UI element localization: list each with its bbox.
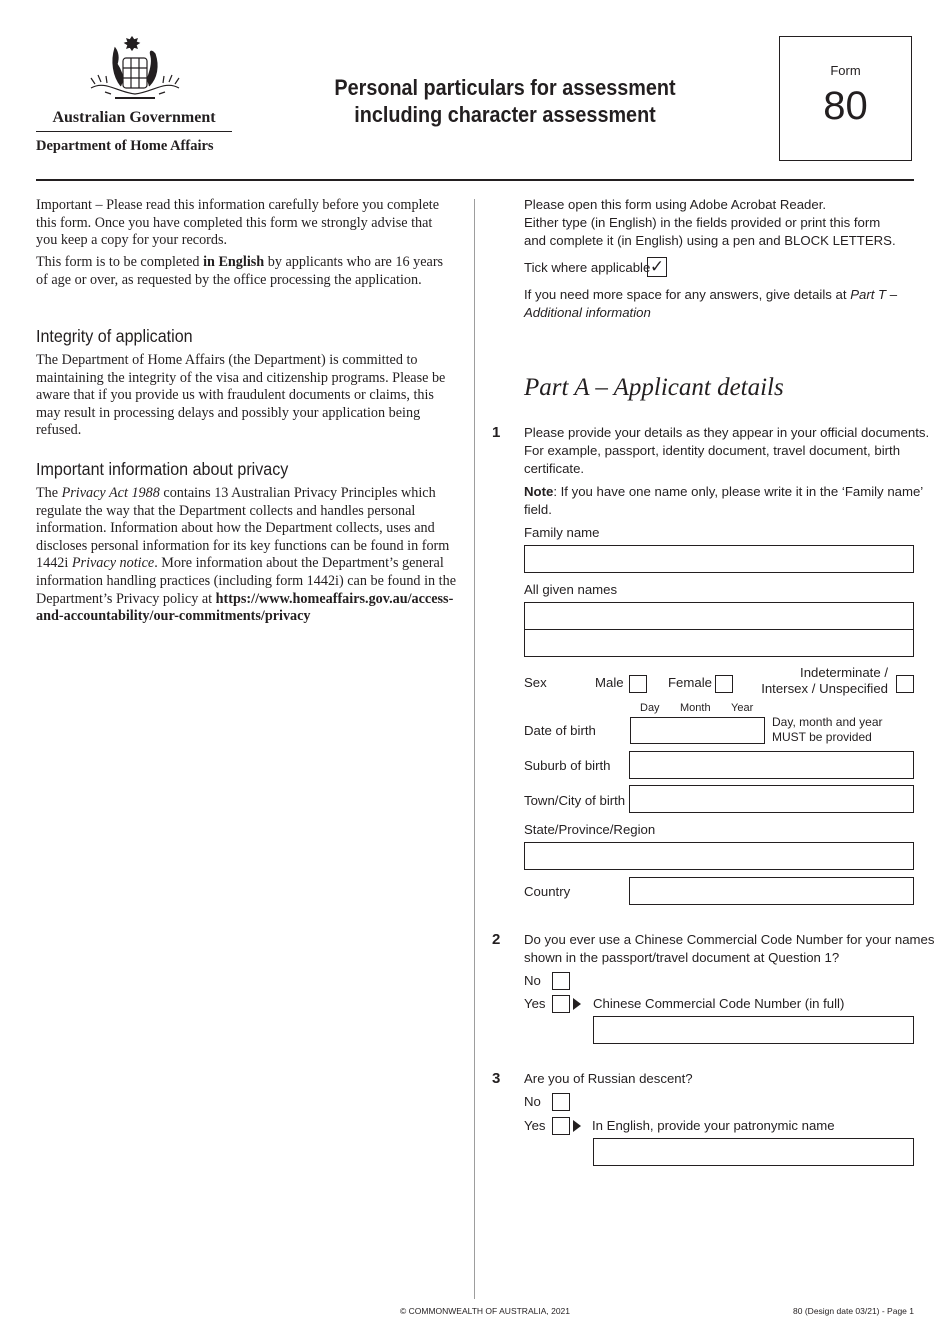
instruction-line1: Please open this form using Adobe Acrobat Reader. [524,197,827,212]
form-title [312,74,699,128]
copyright-footer: © COMMONWEALTH OF AUSTRALIA, 2021 [400,1306,570,1316]
tick-example-checkbox: ✓ [647,257,667,277]
tick-instruction-label: Tick where applicable [524,260,651,275]
indeterminate-label [760,665,888,697]
part-t-reference: Part T – [850,287,898,302]
form-title-line1: Personal particulars for assessment [334,75,676,100]
arrow-right-icon [573,1120,581,1132]
privacy-act-name: Privacy Act 1988 [61,485,160,501]
question-3-no-checkbox[interactable] [552,1093,570,1111]
privacy-text-2: contains 13 Australian Privacy Principles which regulate the way that the Department collects and handles personal information. Information about how the Department collects, uses and discloses personal information for its key functions can be found in form 1442i [36,485,450,572]
dob-note-line2: MUST be provided [772,730,872,744]
indeterminate-checkbox[interactable] [896,675,914,693]
given-names-input-line2[interactable] [524,629,914,657]
question-1-line3: certificate. [524,461,585,476]
country-input[interactable] [629,877,914,905]
header-rule [36,179,914,181]
english-text-a: This form is to be completed [36,254,204,270]
additional-info-reference: Additional information [524,305,651,320]
coat-of-arms-logo [85,36,185,106]
english-text-bold: in English [203,254,265,270]
question-2-text [524,931,934,967]
privacy-text-1: The [36,485,62,501]
question-3-yes-label: Yes [524,1118,546,1133]
question-3-number: 3 [492,1070,501,1087]
question-2-no-checkbox[interactable] [552,972,570,990]
given-names-input-line1[interactable] [524,602,914,630]
english-requirement-paragraph [36,254,456,289]
state-label: State/Province/Region [524,822,656,837]
indeterminate-label-line2: Intersex / Unspecified [761,681,888,696]
instruction-line2: Either type (in English) in the fields provided or print this form [524,215,881,230]
indeterminate-label-line1: Indeterminate / [800,665,888,680]
dob-note [772,715,883,745]
department-name: Department of Home Affairs [36,138,214,154]
form-title-line2: including character assessment [354,102,656,127]
town-of-birth-label: Town/City of birth [524,793,626,808]
question-1-line1: Please provide your details as they appear in your official documents. [524,425,930,440]
privacy-paragraph [36,485,456,626]
note-label: Note [524,484,554,499]
month-label: Month [680,702,711,714]
privacy-notice-name: Privacy notice [71,555,155,572]
government-divider [36,131,232,132]
question-2-line2: shown in the passport/travel document at Question 1? [524,950,840,965]
more-space-instruction [524,286,897,322]
question-2-line1: Do you ever use a Chinese Commercial Code Number for your names [524,932,935,947]
instruction-line3: and complete it (in English) using a pen and BLOCK LETTERS. [524,233,896,248]
question-1-number: 1 [492,424,501,441]
day-label: Day [640,702,660,714]
question-2-yes-checkbox[interactable] [552,995,570,1013]
question-3-text: Are you of Russian descent? [524,1071,693,1086]
suburb-of-birth-input[interactable] [629,751,914,779]
column-divider [474,199,475,1299]
given-names-label: All given names [524,582,618,597]
female-checkbox[interactable] [715,675,733,693]
dob-input[interactable] [630,717,765,744]
question-1-text [524,424,929,478]
more-space-text: If you need more space for any answers, give details at [524,287,851,302]
patronymic-label: In English, provide your patronymic name [592,1118,835,1133]
patronymic-input[interactable] [593,1138,914,1166]
instructions [524,196,896,250]
english-text-b: by applicants who are 16 years of age or over, as requested by the office processing the application. [36,254,444,288]
integrity-paragraph: The Department of Home Affairs (the Department) is committed to maintaining the integrity of the visa and citizenship programs. Please be aware that if you provide us with fraudulent documents or claims, this may result in processing delays and possibly your application being refused. [36,352,446,439]
question-2-yes-label: Yes [524,996,546,1011]
question-2-number: 2 [492,931,501,948]
ccc-input[interactable] [593,1016,914,1044]
dob-note-line1: Day, month and year [772,715,883,729]
town-of-birth-input[interactable] [629,785,914,813]
privacy-policy-link[interactable]: https://www.homeaffairs.gov.au/access-and-accountability/our-commitments/privacy [36,590,454,625]
question-1-line2: For example, passport, identity document, travel document, birth [524,443,901,458]
country-label: Country [524,884,571,899]
note-text-2: field. [524,502,552,517]
form-number: 80 [823,84,868,128]
privacy-heading: Important information about privacy [36,459,289,479]
question-1-note [524,483,923,519]
female-label: Female [668,675,712,690]
state-input[interactable] [524,842,914,870]
family-name-label: Family name [524,525,600,540]
part-a-heading: Part A – Applicant details [524,374,784,401]
question-2-no-label: No [524,973,541,988]
integrity-heading: Integrity of application [36,326,193,346]
dob-label: Date of birth [524,723,596,738]
year-label: Year [731,702,754,714]
ccc-label: Chinese Commercial Code Number (in full) [593,996,845,1011]
family-name-input[interactable] [524,545,914,573]
privacy-text-3: . More information about the Department’s general information handling practices (including form 1442i) can be found in the Department’s Privacy policy at [36,555,456,607]
male-label: Male [595,675,624,690]
page-info-footer: 80 (Design date 03/21) - Page 1 [793,1306,914,1316]
note-text: : If you have one name only, please write it in the ‘Family name’ [553,484,924,499]
form-label: Form [830,63,861,78]
question-3-no-label: No [524,1094,541,1109]
question-3-yes-checkbox[interactable] [552,1117,570,1135]
government-name: Australian Government [52,109,216,126]
intro-paragraph: Important – Please read this information carefully before you complete this form. Once you have completed this form we strongly advise that you keep a copy for your records. [36,197,440,249]
suburb-of-birth-label: Suburb of birth [524,758,611,773]
sex-label: Sex [524,675,547,690]
arrow-right-icon [573,998,581,1010]
male-checkbox[interactable] [629,675,647,693]
